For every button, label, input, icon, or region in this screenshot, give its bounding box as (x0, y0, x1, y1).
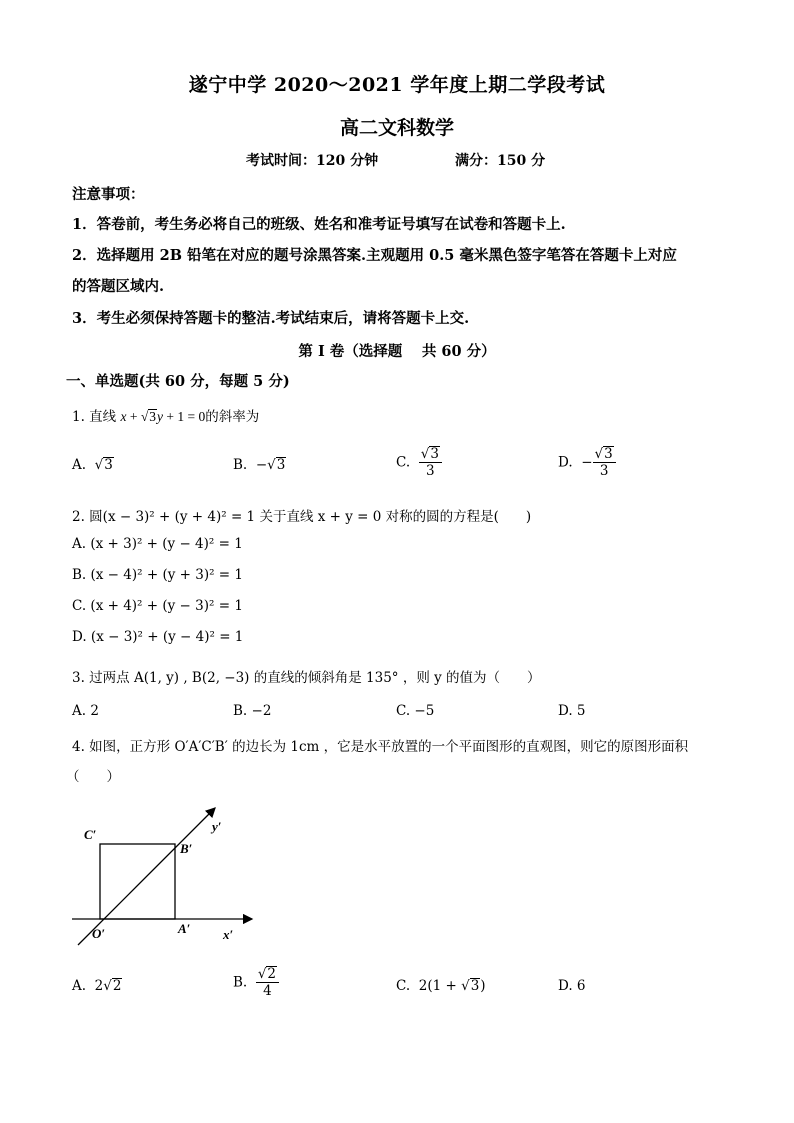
q4-figure (60, 795, 270, 955)
q3-option-d[interactable]: D. 5 (558, 703, 586, 719)
label-b: B′ (180, 841, 193, 856)
q2-option-d[interactable]: D. (x − 3)² + (y − 4)² = 1 (72, 629, 244, 645)
question-1 (72, 405, 259, 425)
question-4-paren: （ ） (66, 769, 120, 785)
y-axis (78, 808, 215, 945)
exam-subtitle: 高二文科数学 (339, 117, 454, 139)
q1-option-c[interactable]: C. $\frac{√3}{3}$ (396, 446, 442, 479)
q1-equation: x + √3y + 1 = 0 (120, 409, 206, 424)
exam-score: 满分：150 分 (455, 153, 546, 169)
notice-item-3: 3．考生必须保持答题卡的整洁.考试结束后，请将答题卡上交. (72, 310, 470, 327)
notice-heading: 注意事项： (72, 186, 145, 203)
label-o: O′ (92, 926, 106, 941)
section-title: 一、单选题(共 60 分，每题 5 分) (66, 373, 290, 390)
exam-time: 考试时间：120 分钟 (246, 153, 379, 169)
part-title: 第 I 卷（选择题 共 60 分） (298, 343, 496, 360)
q1-option-a[interactable]: A. √3 (72, 457, 113, 473)
q1-prefix: 1. 直线 (72, 409, 117, 425)
label-y: y′ (212, 819, 222, 834)
q1-option-d[interactable]: D. − $\frac{√3}{3}$ (558, 446, 616, 479)
q1-option-b[interactable]: B. −√3 (233, 457, 286, 473)
question-2: 2. 圆(x − 3)² + (y + 4)² = 1 关于直线 x + y = 0 对称的圆的方程是( ) (72, 509, 532, 525)
q2-option-b[interactable]: B. (x − 4)² + (y + 3)² = 1 (72, 567, 243, 583)
q4-option-d[interactable]: D. 6 (558, 978, 586, 994)
question-4: 4. 如图，正方形 O′A′C′B′ 的边长为 1cm ，它是水平放置的一个平面图形的直观图，则它的原图形面积 (72, 739, 689, 755)
question-3: 3. 过两点 A(1, y) , B(2, −3) 的直线的倾斜角是 135° ，则 y 的值为（ ） (72, 670, 541, 686)
q2-option-c[interactable]: C. (x + 4)² + (y − 3)² = 1 (72, 598, 243, 614)
q1-suffix: 的斜率为 (205, 409, 260, 425)
q4-option-c[interactable]: C. 2(1 + √3) (396, 978, 486, 994)
notice-item-2-cont: 的答题区域内. (72, 278, 165, 295)
label-x: x′ (223, 927, 234, 942)
q2-option-a[interactable]: A. (x + 3)² + (y − 4)² = 1 (72, 536, 243, 552)
q3-option-b[interactable]: B. −2 (233, 703, 272, 719)
square (100, 844, 175, 919)
label-a: A′ (178, 921, 191, 936)
notice-item-2: 2．选择题用 2B 铅笔在对应的题号涂黑答案.主观题用 0.5 毫米黑色签字笔答在答题卡上对应 (72, 247, 677, 264)
q4-option-b[interactable]: B. $\frac{√2}{4}$ (233, 966, 279, 999)
q4-option-a[interactable]: A. 2√2 (72, 978, 122, 994)
notice-item-1: 1．答卷前，考生务必将自己的班级、姓名和准考证号填写在试卷和答题卡上. (72, 216, 566, 233)
exam-title: 遂宁中学 2020～2021 学年度上期二学段考试 (188, 74, 606, 96)
label-c: C′ (84, 827, 97, 842)
q3-option-a[interactable]: A. 2 (72, 703, 99, 719)
q3-option-c[interactable]: C. −5 (396, 703, 435, 719)
